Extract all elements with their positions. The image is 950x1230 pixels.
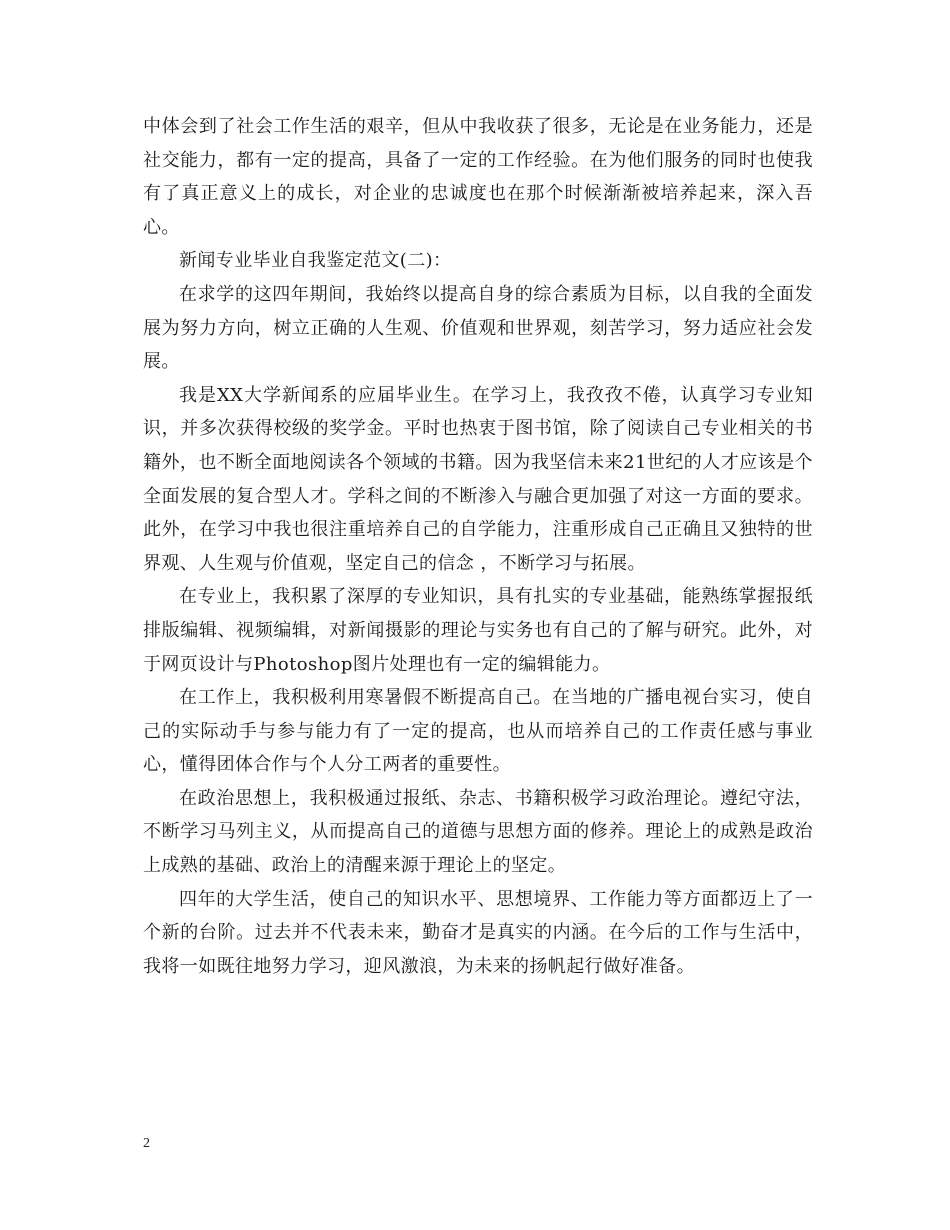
paragraph-work-experience: 在工作上，我积极利用寒暑假不断提高自己。在当地的广播电视台实习，使自己的实际动手与参与能力有了一定的提高，也从而培养自己的工作责任感与事业心，懂得团体合作与个人分工两者的重要性。	[143, 687, 813, 776]
paragraph-learning: 我是XX大学新闻系的应届毕业生。在学习上，我孜孜不倦，认真学习专业知识，并多次获得校级的奖学金。平时也热衷于图书馆，除了阅读自己专业相关的书籍外，也不断全面地阅读各个领域的书籍。因为我坚信未来21世纪的人才应该是个全面发展的复合型人才。学科之间的不断渗入与融合更加强了对这一方面的要求。此外，在学习中我也很注重培养自己的自学能力，注重形成自己正确且又独特的世界观、人生观与价值观，坚定自己的信念 ，不断学习与拓展。	[143, 384, 813, 574]
document-body	[143, 110, 813, 983]
paragraph-professional-skills: 在专业上，我积累了深厚的专业知识，具有扎实的专业基础，能熟练掌握报纸排版编辑、视频编辑，对新闻摄影的理论与实务也有自己的了解与研究。此外，对于网页设计与Photoshop图片处理也有一定的编辑能力。	[143, 586, 813, 675]
section-heading: 新闻专业毕业自我鉴定范文(二)：	[179, 250, 452, 272]
paragraph-study-goals: 在求学的这四年期间，我始终以提高自身的综合素质为目标，以自我的全面发展为努力方向，树立正确的人生观、价值观和世界观，刻苦学习，努力适应社会发展。	[143, 283, 813, 373]
paragraph-conclusion: 四年的大学生活，使自己的知识水平、思想境界、工作能力等方面都迈上了一个新的台阶。过去并不代表未来，勤奋才是真实的内涵。在今后的工作与生活中，我将一如既往地努力学习，迎风激浪，为未来的扬帆起行做好准备。	[143, 888, 813, 977]
paragraph-political-thought: 在政治思想上，我积极通过报纸、杂志、书籍积极学习政治理论。遵纪守法，不断学习马列主义，从而提高自己的道德与思想方面的修养。理论上的成熟是政治上成熟的基础、政治上的清醒来源于理论上的坚定。	[143, 787, 813, 877]
paragraph-continuation: 中体会到了社会工作生活的艰辛，但从中我收获了很多，无论是在业务能力，还是社交能力，都有一定的提高，具备了一定的工作经验。在为他们服务的同时也使我有了真正意义上的成长，对企业的忠诚度也在那个时候渐渐被培养起来，深入吾心。	[143, 116, 813, 238]
page-number: 2	[143, 1136, 150, 1151]
